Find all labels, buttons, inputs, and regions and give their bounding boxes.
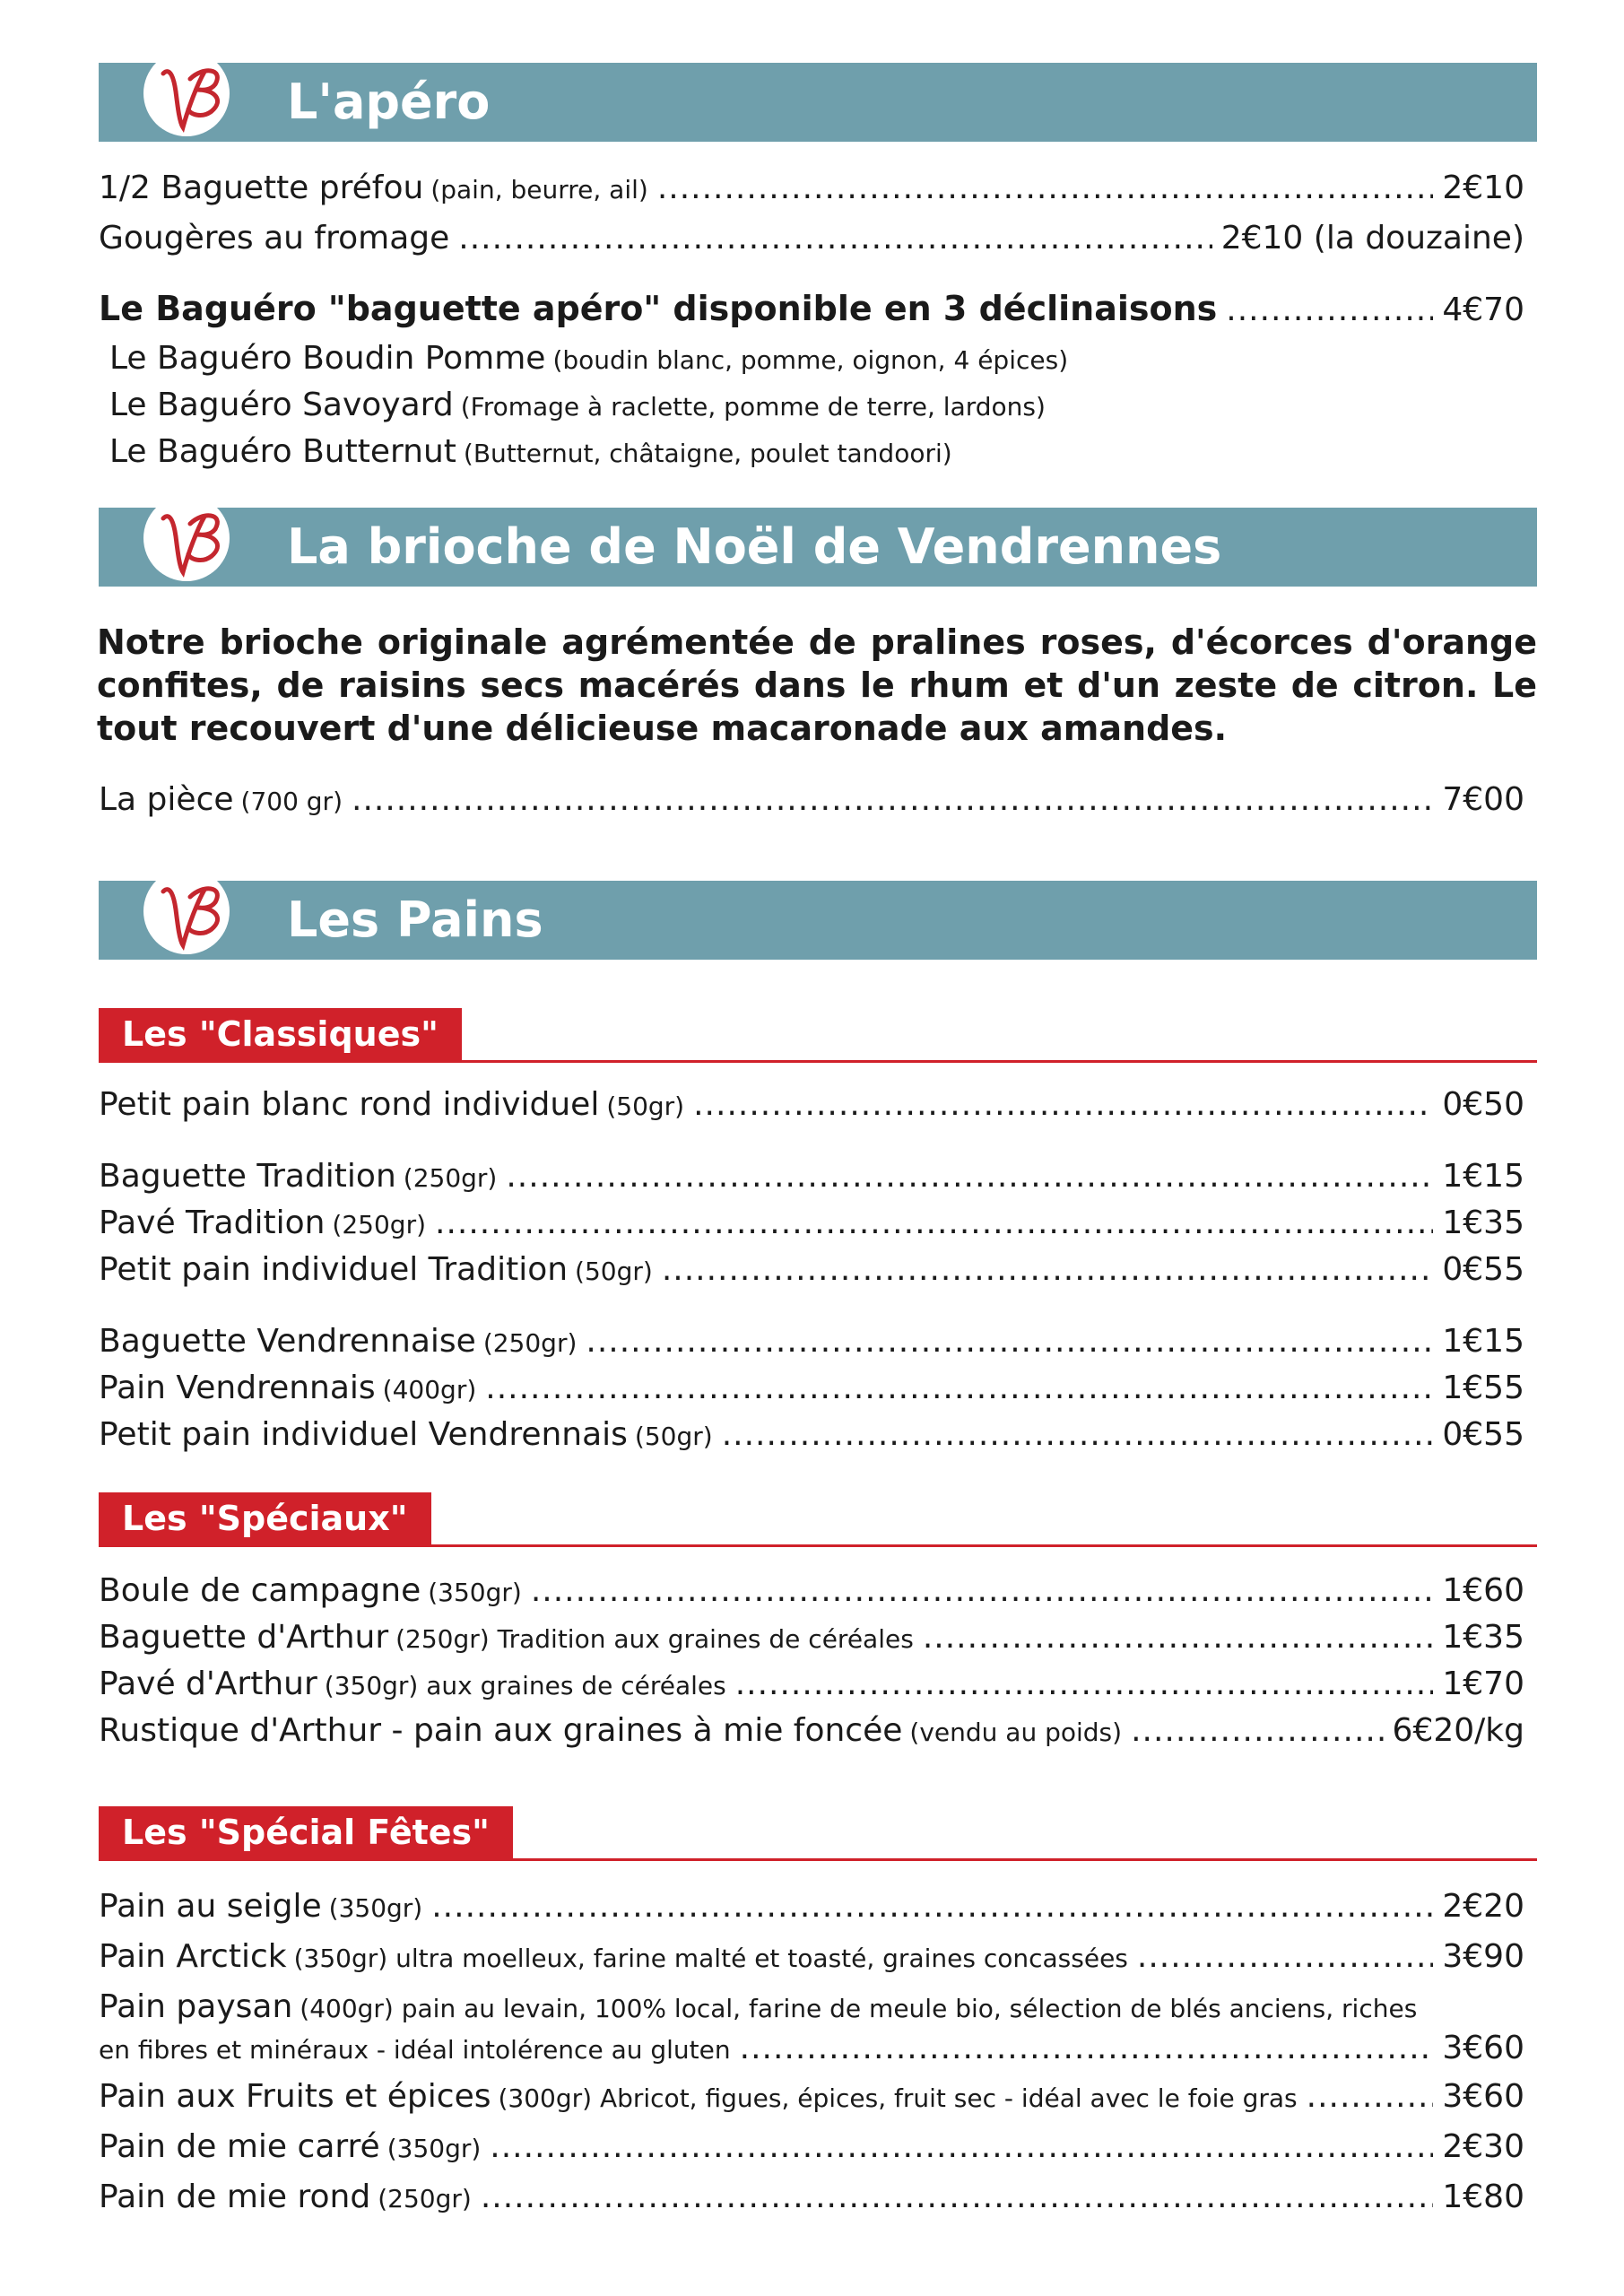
menu-item bbox=[99, 1663, 1524, 1708]
section-title: L'apéro bbox=[287, 74, 491, 130]
dot-leader bbox=[740, 2027, 1434, 2070]
item-detail: (250gr) bbox=[378, 2184, 472, 2213]
subsection-header-fetes bbox=[99, 1806, 1537, 1861]
section-header-pains bbox=[99, 881, 1537, 960]
dot-leader bbox=[657, 167, 1434, 210]
section-title: La brioche de Noël de Vendrennes bbox=[287, 518, 1222, 575]
menu-item bbox=[99, 1709, 1524, 1754]
item-price: 1€60 bbox=[1442, 1572, 1524, 1609]
item-price: 2€10 bbox=[1442, 170, 1524, 206]
item-detail: (vendu au poids) bbox=[909, 1718, 1123, 1747]
item-name: Rustique d'Arthur - pain aux graines à mie foncée bbox=[99, 1712, 903, 1749]
dot-leader bbox=[490, 2126, 1433, 2169]
item-detail: (350gr) aux graines de céréales bbox=[324, 1671, 726, 1700]
dot-leader bbox=[1131, 1709, 1383, 1752]
dot-leader bbox=[435, 1202, 1433, 1245]
menu-item bbox=[99, 1248, 1524, 1293]
dot-leader bbox=[662, 1248, 1434, 1292]
baguero-variant bbox=[109, 337, 1068, 382]
item-detail: (250gr) bbox=[403, 1163, 498, 1193]
dot-leader bbox=[481, 2176, 1434, 2219]
menu-item bbox=[99, 1885, 1524, 1930]
subsection-label: Les "Spéciaux" bbox=[99, 1492, 431, 1544]
variant-detail: (Butternut, châtaigne, poulet tandoori) bbox=[463, 439, 952, 468]
dot-leader bbox=[531, 1570, 1434, 1613]
vb-logo-icon bbox=[135, 484, 239, 588]
item-detail: (pain, beurre, ail) bbox=[430, 175, 648, 204]
menu-item bbox=[99, 778, 1524, 823]
item-price: 1€35 bbox=[1442, 1619, 1524, 1656]
variant-detail: (boudin blanc, pomme, oignon, 4 épices) bbox=[552, 345, 1069, 375]
item-name: 1/2 Baguette préfou bbox=[99, 170, 424, 206]
item-name: Pain au seigle bbox=[99, 1888, 322, 1925]
item-name: Pavé Tradition bbox=[99, 1205, 326, 1241]
item-price: 3€60 bbox=[1442, 2078, 1524, 2115]
section-header-brioche bbox=[99, 508, 1537, 587]
item-name: Petit pain blanc rond individuel bbox=[99, 1086, 600, 1123]
dot-leader bbox=[506, 1155, 1433, 1198]
item-price: 2€30 bbox=[1442, 2128, 1524, 2165]
item-price: 6€20/kg bbox=[1392, 1712, 1524, 1749]
item-name: Petit pain individuel Tradition bbox=[99, 1251, 569, 1288]
item-detail: (400gr) pain au levain, 100% local, farine de meule bio, sélection de blés anciens, riches bbox=[300, 1994, 1418, 2023]
item-price: 2€20 bbox=[1442, 1888, 1524, 1925]
dot-leader bbox=[431, 1885, 1433, 1928]
item-name: La pièce bbox=[99, 781, 234, 818]
menu-item bbox=[99, 2126, 1524, 2170]
dot-leader bbox=[1137, 1935, 1433, 1979]
section-header-apero bbox=[99, 63, 1537, 142]
item-price: 0€55 bbox=[1442, 1251, 1524, 1288]
item-name: Pain paysan bbox=[99, 1988, 293, 2025]
dot-leader bbox=[1226, 289, 1433, 332]
menu-item bbox=[99, 1935, 1524, 1980]
item-detail: (350gr) ultra moelleux, farine malté et toasté, graines concassées bbox=[293, 1944, 1128, 1973]
menu-item bbox=[99, 1570, 1524, 1614]
menu-item bbox=[99, 1083, 1524, 1128]
menu-item bbox=[99, 2176, 1524, 2221]
item-detail: (50gr) bbox=[575, 1257, 653, 1286]
variant-name: Le Baguéro Boudin Pomme bbox=[109, 340, 546, 377]
subsection-header-speciaux bbox=[99, 1492, 1537, 1547]
dot-leader bbox=[735, 1663, 1434, 1706]
menu-item bbox=[99, 2075, 1524, 2120]
baguero-variant bbox=[109, 384, 1046, 429]
item-name: Gougères au fromage bbox=[99, 220, 450, 257]
item-detail: (350gr) bbox=[386, 2134, 482, 2163]
item-price: 3€60 bbox=[1442, 2030, 1524, 2066]
section-title: Les Pains bbox=[287, 891, 543, 948]
item-name: Pain de mie carré bbox=[99, 2128, 380, 2165]
vb-logo-icon bbox=[135, 857, 239, 961]
menu-item bbox=[99, 1155, 1524, 1200]
menu-item bbox=[99, 1367, 1524, 1412]
dot-leader bbox=[1307, 2075, 1434, 2118]
item-name: Le Baguéro "baguette apéro" disponible en 3 déclinaisons bbox=[99, 289, 1218, 328]
item-name: Pain aux Fruits et épices bbox=[99, 2078, 491, 2115]
dot-leader bbox=[458, 217, 1211, 260]
subsection-header-classiques bbox=[99, 1008, 1537, 1063]
item-price: 1€35 bbox=[1442, 1205, 1524, 1241]
menu-item bbox=[99, 1616, 1524, 1661]
item-price: 0€50 bbox=[1442, 1086, 1524, 1123]
item-price: 1€55 bbox=[1442, 1370, 1524, 1406]
baguero-variant bbox=[109, 430, 952, 475]
dot-leader bbox=[485, 1367, 1433, 1410]
variant-detail: (Fromage à raclette, pomme de terre, lardons) bbox=[460, 392, 1046, 422]
brioche-description: Notre brioche originale agrémentée de pralines roses, d'écorces d'orange confites, de raisins secs macérés dans le rhum et d'un zeste de citron. Le tout recouvert d'une délicieuse macaronade aux amandes. bbox=[97, 622, 1537, 748]
variant-name: Le Baguéro Butternut bbox=[109, 433, 456, 470]
dot-leader bbox=[693, 1083, 1433, 1126]
dot-leader bbox=[586, 1320, 1433, 1363]
item-detail: (350gr) bbox=[428, 1578, 522, 1607]
dot-leader bbox=[722, 1413, 1434, 1457]
item-price: 7€00 bbox=[1442, 781, 1524, 818]
item-price: 1€15 bbox=[1442, 1323, 1524, 1360]
item-name: Pain Arctick bbox=[99, 1938, 287, 1975]
menu-item-line1 bbox=[99, 1986, 1417, 2031]
menu-item-line2 bbox=[99, 2027, 1524, 2072]
menu-item bbox=[99, 217, 1524, 260]
item-name: Pavé d'Arthur bbox=[99, 1665, 317, 1702]
vb-logo-icon bbox=[135, 39, 239, 144]
menu-item bbox=[99, 1413, 1524, 1458]
variant-name: Le Baguéro Savoyard bbox=[109, 387, 454, 423]
item-name: Baguette Vendrennaise bbox=[99, 1323, 476, 1360]
item-price: 1€70 bbox=[1442, 1665, 1524, 1702]
item-name: Baguette d'Arthur bbox=[99, 1619, 389, 1656]
menu-item-baguero bbox=[99, 287, 1524, 332]
item-detail: (50gr) bbox=[606, 1091, 685, 1121]
item-detail: (50gr) bbox=[634, 1422, 713, 1451]
item-detail: (350gr) bbox=[328, 1893, 423, 1923]
item-name: Pain de mie rond bbox=[99, 2179, 371, 2215]
item-name: Petit pain individuel Vendrennais bbox=[99, 1416, 628, 1453]
item-detail: (400gr) bbox=[382, 1375, 477, 1405]
subsection-label: Les "Spécial Fêtes" bbox=[99, 1806, 513, 1858]
item-detail: (250gr) bbox=[482, 1328, 578, 1358]
menu-item bbox=[99, 167, 1524, 212]
item-detail: (250gr) bbox=[332, 1210, 426, 1239]
item-price: 0€55 bbox=[1442, 1416, 1524, 1453]
item-detail: en fibres et minéraux - idéal intolérence au gluten bbox=[99, 2035, 731, 2065]
item-price: 1€15 bbox=[1442, 1158, 1524, 1195]
menu-item bbox=[99, 1202, 1524, 1247]
item-price: 3€90 bbox=[1442, 1938, 1524, 1975]
dot-leader bbox=[352, 778, 1433, 822]
item-price: 1€80 bbox=[1442, 2179, 1524, 2215]
dot-leader bbox=[923, 1616, 1434, 1659]
item-detail: (300gr) Abricot, figues, épices, fruit sec - idéal avec le foie gras bbox=[498, 2083, 1298, 2113]
item-price: 2€10 (la douzaine) bbox=[1220, 220, 1524, 257]
item-detail: (250gr) Tradition aux graines de céréales bbox=[395, 1624, 914, 1654]
item-name: Baguette Tradition bbox=[99, 1158, 396, 1195]
item-name: Boule de campagne bbox=[99, 1572, 421, 1609]
menu-item bbox=[99, 1320, 1524, 1365]
item-detail: (700 gr) bbox=[240, 787, 343, 816]
item-price: 4€70 bbox=[1442, 291, 1524, 328]
subsection-label: Les "Classiques" bbox=[99, 1008, 462, 1060]
item-name: Pain Vendrennais bbox=[99, 1370, 376, 1406]
